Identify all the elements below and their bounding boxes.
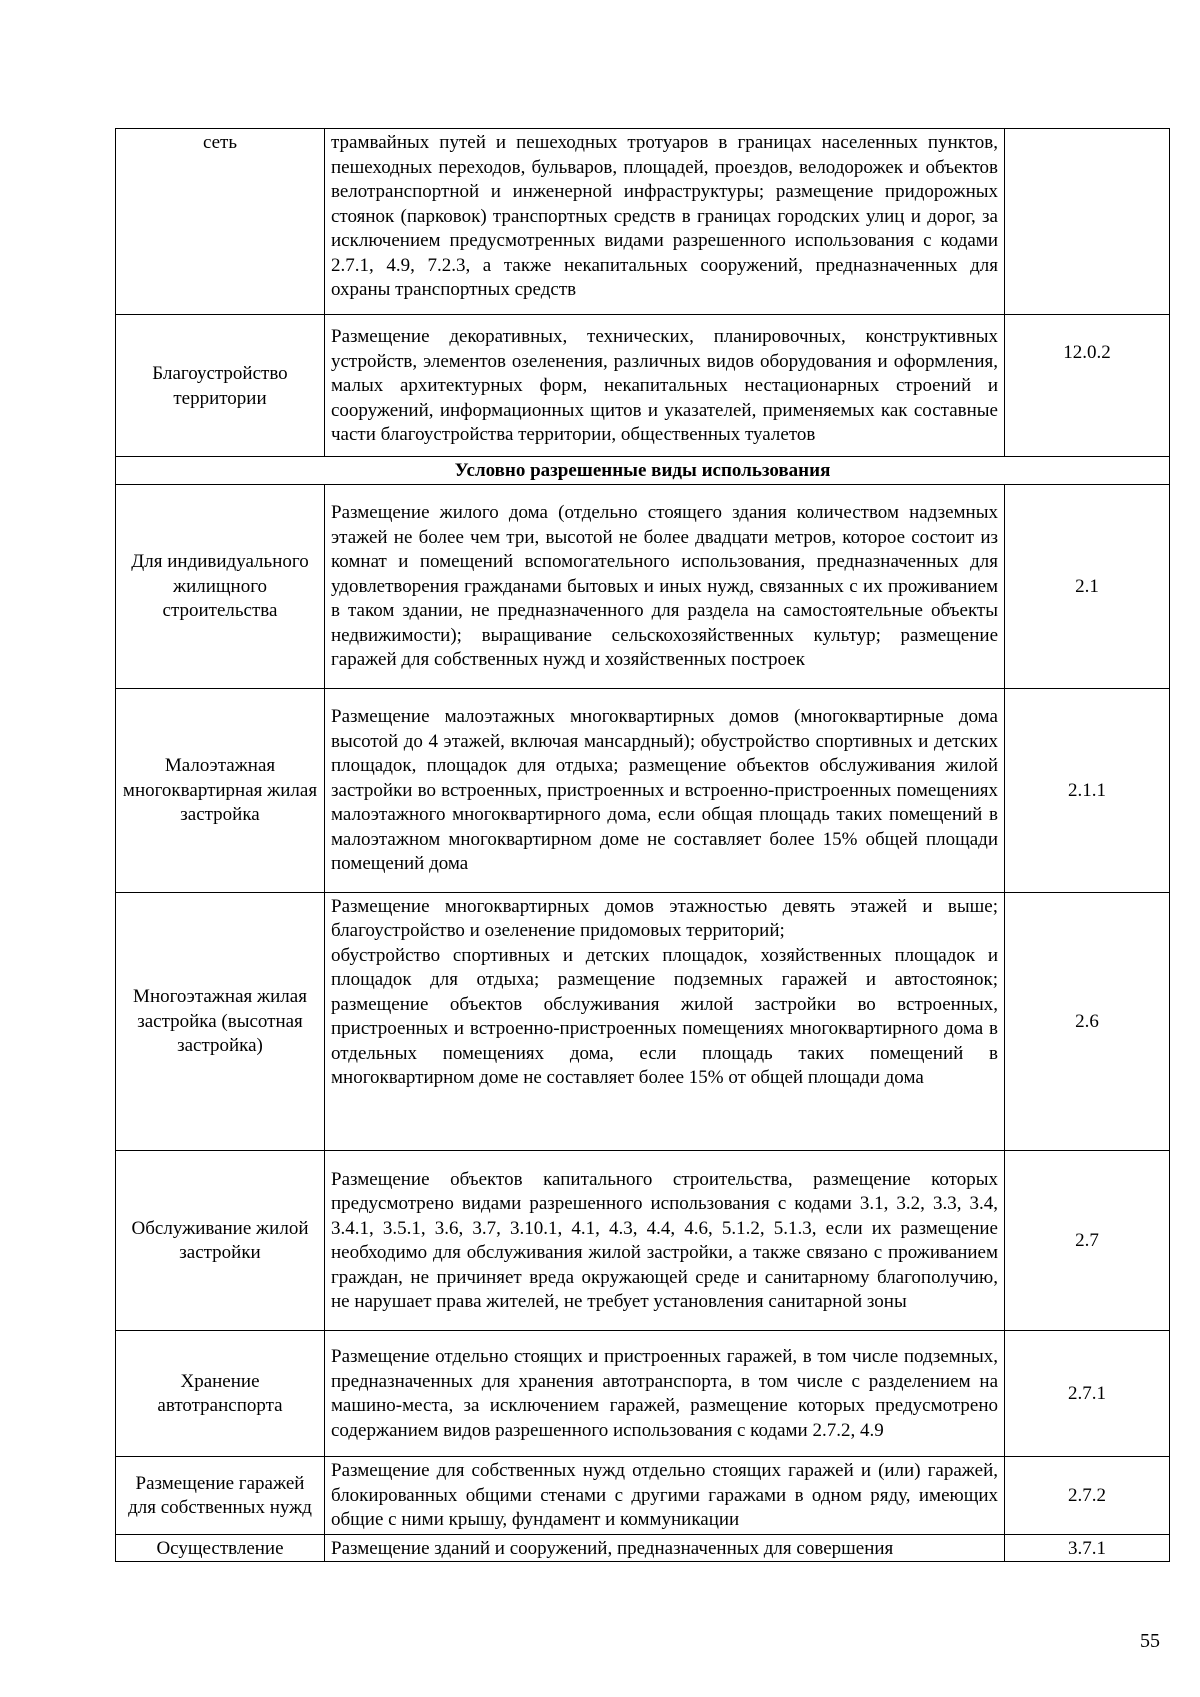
use-type-name: Многоэтажная жилая застройка (высотная застройка) bbox=[116, 892, 325, 1150]
use-type-description bbox=[325, 892, 1005, 1150]
use-type-name: Обслуживание жилой застройки bbox=[116, 1150, 325, 1330]
use-type-code: 2.7.2 bbox=[1005, 1456, 1170, 1534]
use-type-description: Размещение декоративных, технических, планировочных, конструктивных устройств, элементов озеленения, различных видов оборудования и оформления, малых архитектурных форм, некапитальных нестационарных строений и сооружений, информационных щитов и указателей, применяемых как составные части благоустройства территории, общественных туалетов bbox=[325, 315, 1005, 457]
use-type-description: Размещение объектов капитального строительства, размещение которых предусмотрено видами разрешенного использования с кодами 3.1, 3.2, 3.3, 3.4, 3.4.1, 3.5.1, 3.6, 3.7, 3.10.1, 4.1, 4.3, 4.4, 4.6, 5.1.2, 5.1.3, если их размещение необходимо для обслуживания жилой застройки, а также связано с проживанием граждан, не причиняет вреда окружающей среде и санитарному благополучию, не нарушает права жителей, не требует установления санитарной зоны bbox=[325, 1150, 1005, 1330]
use-type-description: Размещение зданий и сооружений, предназначенных для совершения bbox=[325, 1534, 1005, 1562]
use-type-description: Размещение жилого дома (отдельно стоящего здания количеством надземных этажей не более чем три, высотой не более двадцати метров, которое состоит из комнат и помещений вспомогательного использования, предназначенных для удовлетворения гражданами бытовых и иных нужд, связанных с их проживанием в таком здании, не предназначенного для раздела на самостоятельные объекты недвижимости); выращивание сельскохозяйственных культур; размещение гаражей для собственных нужд и хозяйственных построек bbox=[325, 484, 1005, 688]
use-type-description: трамвайных путей и пешеходных тротуаров в границах населенных пунктов, пешеходных переходов, бульваров, площадей, проездов, велодорожек и объектов велотранспортной и инженерной инфраструктуры; размещение придорожных стоянок (парковок) транспортных средств в границах городских улиц и дорог, за исключением предусмотренных видами разрешенного использования с кодами 2.7.1, 4.9, 7.2.3, а также некапитальных сооружений, предназначенных для охраны транспортных средств bbox=[325, 129, 1005, 315]
section-title: Условно разрешенные виды использования bbox=[116, 457, 1170, 485]
description-text: Размещение многоквартирных домов этажностью девять этажей и выше; благоустройство и озеленение придомовых территорий; обустройство спортивных и детских площадок, хозяйственных площадок и площадок для отдыха; размещение подземных гаражей и автостоянок; размещение объектов обслуживания жилой застройки во встроенных, пристроенных и встроенно-пристроенных помещениях многоквартирного дома в отдельных помещениях дома, если площадь таких помещений в многоквартирном доме не составляет более 15% от общей площади дома bbox=[331, 895, 998, 1088]
use-type-name: Для индивидуального жилищного строительства bbox=[116, 484, 325, 688]
use-type-name: сеть bbox=[116, 129, 325, 315]
use-type-name: Малоэтажная многоквартирная жилая застройка bbox=[116, 688, 325, 892]
section-row bbox=[116, 457, 1170, 485]
use-type-description: Размещение для собственных нужд отдельно стоящих гаражей и (или) гаражей, блокированных общими стенами с другими гаражами в одном ряду, имеющих общие с ними крышу, фундамент и коммуникации bbox=[325, 1456, 1005, 1534]
table-row bbox=[116, 688, 1170, 892]
table-row bbox=[116, 129, 1170, 315]
use-type-name: Размещение гаражей для собственных нужд bbox=[116, 1456, 325, 1534]
use-type-code: 2.7.1 bbox=[1005, 1330, 1170, 1456]
table-row bbox=[116, 315, 1170, 457]
table-row bbox=[116, 892, 1170, 1150]
use-type-code: 2.6 bbox=[1005, 892, 1170, 1150]
land-use-table bbox=[115, 128, 1170, 1562]
use-type-code: 2.1.1 bbox=[1005, 688, 1170, 892]
use-type-code bbox=[1005, 129, 1170, 315]
use-type-description: Размещение отдельно стоящих и пристроенных гаражей, в том числе подземных, предназначенных для хранения автотранспорта, в том числе с разделением на машино-места, за исключением гаражей, размещение которых предусмотрено содержанием видов разрешенного использования с кодами 2.7.2, 4.9 bbox=[325, 1330, 1005, 1456]
use-type-code: 12.0.2 bbox=[1005, 315, 1170, 457]
table-row bbox=[116, 484, 1170, 688]
use-type-name: Хранение автотранспорта bbox=[116, 1330, 325, 1456]
use-type-name: Благоустройство территории bbox=[116, 315, 325, 457]
table-row bbox=[116, 1330, 1170, 1456]
table-row bbox=[116, 1150, 1170, 1330]
table-row bbox=[116, 1456, 1170, 1534]
use-type-name: Осуществление bbox=[116, 1534, 325, 1562]
use-type-code: 2.1 bbox=[1005, 484, 1170, 688]
table-row bbox=[116, 1534, 1170, 1562]
use-type-description: Размещение малоэтажных многоквартирных домов (многоквартирные дома высотой до 4 этажей, включая мансардный); обустройство спортивных и детских площадок, площадок для отдыха; размещение объектов обслуживания жилой застройки во встроенных, пристроенных и встроенно-пристроенных помещениях малоэтажного многоквартирного дома, если общая площадь таких помещений в малоэтажном многоквартирном доме не составляет более 15% общей площади помещений дома bbox=[325, 688, 1005, 892]
use-type-code: 2.7 bbox=[1005, 1150, 1170, 1330]
page-number: 55 bbox=[1140, 1630, 1160, 1652]
use-type-code: 3.7.1 bbox=[1005, 1534, 1170, 1562]
